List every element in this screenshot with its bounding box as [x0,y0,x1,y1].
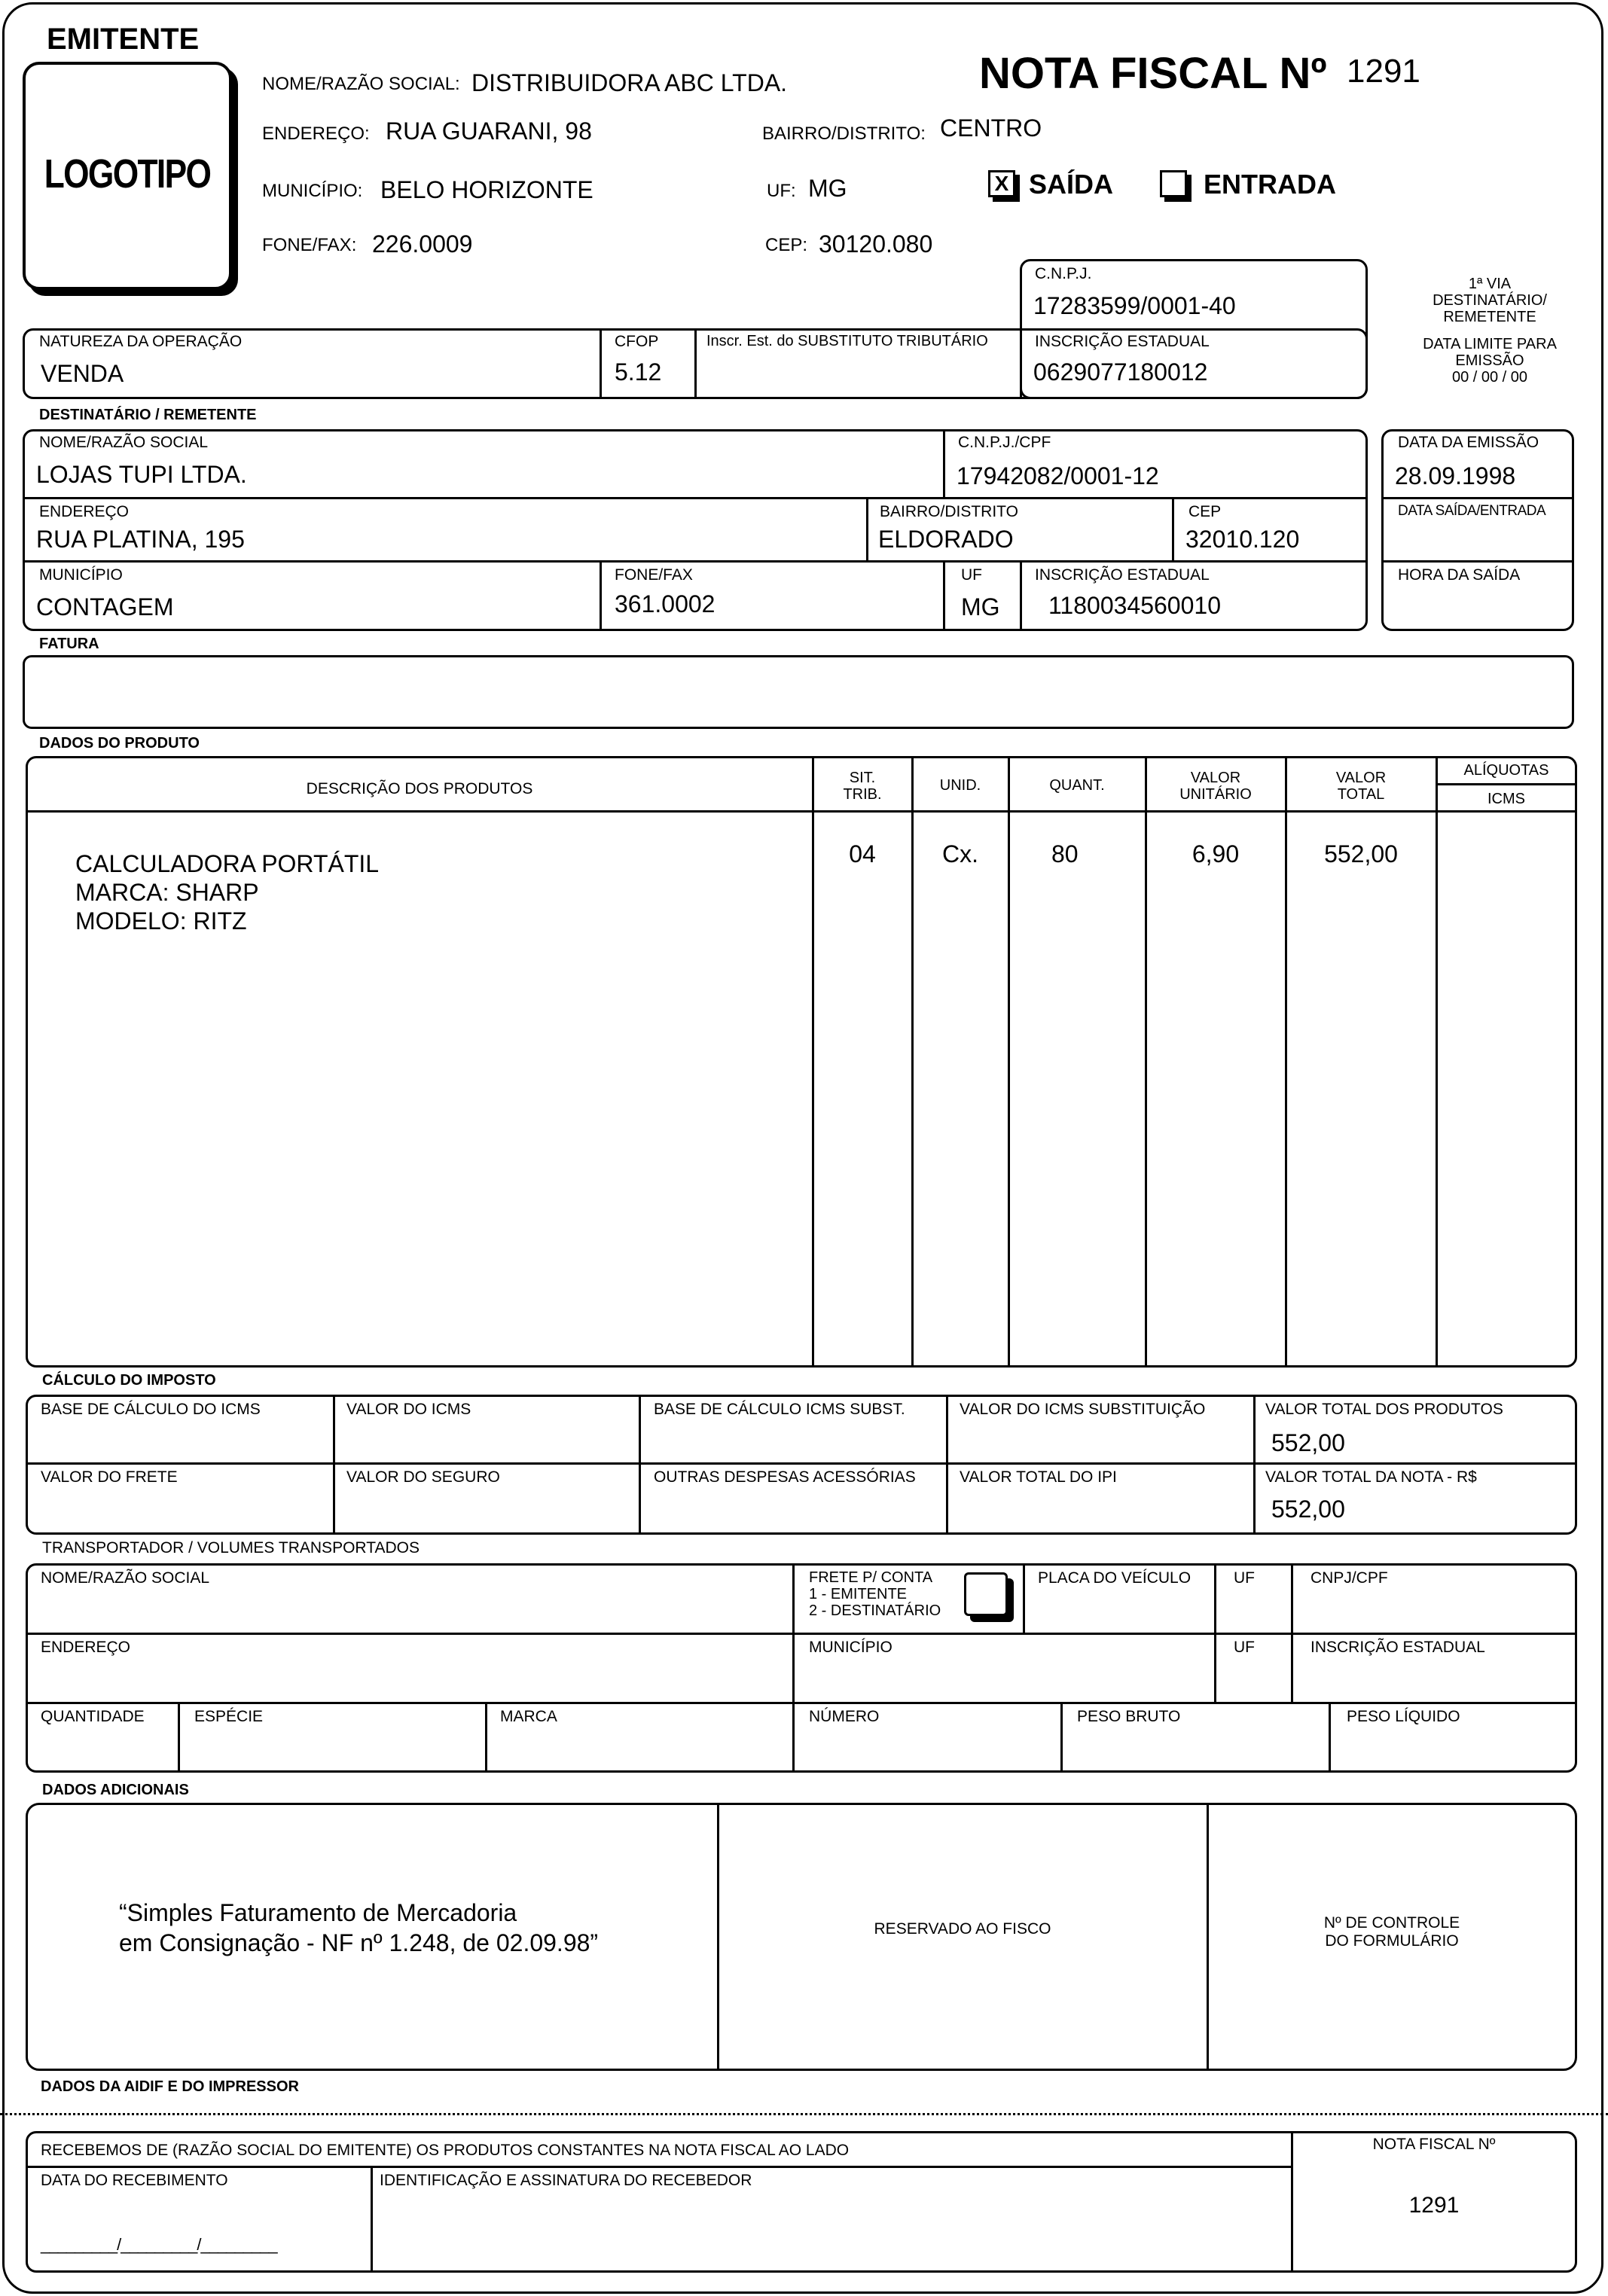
outras-despesas-label: OUTRAS DESPESAS ACESSÓRIAS [654,1468,916,1486]
emitente-bairro: CENTRO [940,114,1042,142]
destinatario-section-title: DESTINATÁRIO / REMETENTE [39,407,257,423]
produto-descricao-3: MODELO: RITZ [75,907,247,935]
emitente-uf: MG [808,175,847,202]
placa-label: PLACA DO VEÍCULO [1038,1569,1192,1587]
via-line-2: DESTINATÁRIO/ [1433,292,1547,309]
transp-endereco-label: ENDEREÇO [41,1639,131,1656]
data-recebimento-field[interactable]: _________/_________/_________ [41,2235,277,2254]
fatura-section-title: FATURA [39,636,99,652]
emitente-bairro-label: BAIRRO/DISTRITO: [762,123,926,144]
col-valor-unit-1: VALOR [1190,770,1241,786]
entrada-label: ENTRADA [1204,169,1336,200]
col-icms: ICMS [1487,791,1525,807]
emitente-ie-label: INSCRIÇÃO ESTADUAL [1035,333,1210,350]
quantidade-label: QUANTIDADE [41,1708,145,1725]
via-line-1: 1ª VIA [1468,276,1512,292]
adicionais-texto [119,1898,598,1958]
dest-nome-label: NOME/RAZÃO SOCIAL [39,434,209,451]
hora-saida-label: HORA DA SAÍDA [1398,566,1521,584]
produto-quant: 80 [1051,840,1079,867]
col-valor-unitario [1146,770,1285,803]
fatura-box [23,655,1574,729]
nota-fiscal-title: NOTA FISCAL Nº [979,49,1327,98]
data-emissao-label: DATA DA EMISSÃO [1398,434,1539,451]
dest-cnpj: 17942082/0001-12 [957,462,1159,489]
dest-uf: MG [961,593,1000,620]
seguro-label: VALOR DO SEGURO [346,1468,500,1486]
controle-formulario-label [1208,1914,1576,1950]
datas-box [1381,429,1574,631]
frete-conta-2: 1 - EMITENTE [809,1586,908,1602]
base-subst-label: BASE DE CÁLCULO ICMS SUBST. [654,1401,905,1418]
dest-cep: 32010.120 [1185,526,1300,553]
emitente-cep: 30120.080 [819,230,933,258]
dest-fone-label: FONE/FAX [615,566,693,584]
dest-cnpj-label: C.N.P.J./CPF [958,434,1051,451]
subst-tributario-label: Inscr. Est. do SUBSTITUTO TRIBUTÁRIO [706,333,988,349]
ipi-label: VALOR TOTAL DO IPI [960,1468,1117,1486]
transp-nome-label: NOME/RAZÃO SOCIAL [41,1569,210,1587]
adicionais-section-title: DADOS ADICIONAIS [42,1782,189,1798]
emitente-municipio-label: MUNICÍPIO: [262,181,363,201]
entrada-checkbox[interactable] [1160,170,1187,197]
dest-municipio: CONTAGEM [36,593,174,620]
emitente-fone: 226.0009 [372,230,473,258]
total-produtos: 552,00 [1271,1429,1345,1456]
frete-conta-3: 2 - DESTINATÁRIO [809,1602,941,1619]
frete-conta-1: FRETE P/ CONTA [809,1569,933,1586]
aidif-section-title: DADOS DA AIDIF E DO IMPRESSOR [41,2078,299,2095]
col-quant: QUANT. [1049,777,1105,794]
dest-municipio-label: MUNICÍPIO [39,566,123,584]
cut-line [0,2113,1608,2115]
dest-ie-label: INSCRIÇÃO ESTADUAL [1035,566,1210,584]
col-aliquotas: ALÍQUOTAS [1463,762,1549,779]
cfop-label: CFOP [615,333,659,350]
dest-endereco-label: ENDEREÇO [39,503,130,520]
col-sit-2: TRIB. [843,786,882,803]
controle-2: DO FORMULÁRIO [1325,1932,1459,1950]
produtos-section-title: DADOS DO PRODUTO [39,735,200,752]
adicionais-texto-1: “Simples Faturamento de Mercadoria [119,1899,517,1926]
data-saida-label: DATA SAÍDA/ENTRADA [1398,503,1546,519]
data-limite-value: 00 / 00 / 00 [1451,369,1528,386]
reservado-fisco-label: RESERVADO AO FISCO [874,1920,1051,1938]
data-limite-line-1: DATA LIMITE PARA [1423,336,1557,352]
emitente-cnpj-label: C.N.P.J. [1035,265,1092,282]
transp-uf2-label: UF [1234,1639,1255,1656]
dest-fone: 361.0002 [615,590,716,617]
emitente-uf-label: UF: [767,181,796,201]
emitente-ie: 0629077180012 [1033,358,1208,386]
dest-cep-label: CEP [1188,503,1222,520]
produto-descricao [75,849,379,935]
transportador-section-title: TRANSPORTADOR / VOLUMES TRANSPORTADOS [42,1539,420,1557]
emitente-section-title: EMITENTE [47,23,200,56]
valor-subst-label: VALOR DO ICMS SUBSTITUIÇÃO [960,1401,1206,1418]
total-nota: 552,00 [1271,1496,1345,1523]
total-nota-label: VALOR TOTAL DA NOTA - R$ [1265,1468,1477,1486]
nota-fiscal-numero: 1291 [1347,53,1420,90]
logo-box [23,62,232,290]
imposto-section-title: CÁLCULO DO IMPOSTO [42,1372,216,1389]
dest-nome: LOJAS TUPI LTDA. [36,461,247,488]
produto-valor-unitario: 6,90 [1192,840,1240,867]
via-info [1378,276,1601,386]
frete-conta-checkbox[interactable] [964,1572,1008,1616]
peso-liquido-label: PESO LÍQUIDO [1347,1708,1460,1725]
dest-bairro: ELDORADO [878,526,1014,553]
marca-label: MARCA [500,1708,557,1725]
numero-label: NÚMERO [809,1708,880,1725]
data-limite-line-2: EMISSÃO [1455,352,1524,369]
especie-label: ESPÉCIE [194,1708,264,1725]
recebemos-label: RECEBEMOS DE (RAZÃO SOCIAL DO EMITENTE) OS PRODUTOS CONSTANTES NA NOTA FISCAL AO LADO [41,2142,850,2159]
emitente-cnpj: 17283599/0001-40 [1033,292,1236,319]
peso-bruto-label: PESO BRUTO [1077,1708,1181,1725]
produto-descricao-1: CALCULADORA PORTÁTIL [75,850,380,877]
frete-label: VALOR DO FRETE [41,1468,178,1486]
emitente-endereco-label: ENDEREÇO: [262,123,370,144]
saida-label: SAÍDA [1029,169,1114,200]
col-descricao: DESCRIÇÃO DOS PRODUTOS [306,780,533,797]
natureza-valor: VENDA [41,360,124,387]
cfop-valor: 5.12 [615,358,662,386]
natureza-label: NATUREZA DA OPERAÇÃO [39,333,243,350]
dest-bairro-label: BAIRRO/DISTRITO [880,503,1018,520]
data-recebimento-label: DATA DO RECEBIMENTO [41,2172,228,2189]
recibo-nota-label: NOTA FISCAL Nº [1372,2136,1496,2153]
base-icms-label: BASE DE CÁLCULO DO ICMS [41,1401,261,1418]
transp-ie-label: INSCRIÇÃO ESTADUAL [1311,1639,1485,1656]
frete-conta-label [809,1569,941,1619]
emitente-municipio: BELO HORIZONTE [380,176,593,203]
dest-uf-label: UF [961,566,982,584]
via-line-3: REMETENTE [1443,309,1536,325]
dest-endereco: RUA PLATINA, 195 [36,526,245,553]
col-valor-unit-2: UNITÁRIO [1179,786,1252,803]
transp-cnpj-label: CNPJ/CPF [1311,1569,1388,1587]
data-emissao: 28.09.1998 [1395,462,1516,489]
col-unid: UNID. [939,777,981,794]
col-valor-total-1: VALOR [1335,770,1387,786]
col-sit-trib [813,770,911,803]
emitente-endereco: RUA GUARANI, 98 [386,117,592,145]
recibo-nota-numero: 1291 [1408,2193,1460,2218]
emitente-nome-label: NOME/RAZÃO SOCIAL: [262,74,460,94]
emitente-nome: DISTRIBUIDORA ABC LTDA. [471,69,788,96]
saida-check-mark: X [994,172,1009,195]
logo-text: LOGOTIPO [44,151,211,197]
total-produtos-label: VALOR TOTAL DOS PRODUTOS [1265,1401,1503,1418]
dest-ie: 1180034560010 [1048,592,1221,619]
assinatura-label: IDENTIFICAÇÃO E ASSINATURA DO RECEBEDOR [380,2172,752,2189]
produto-descricao-2: MARCA: SHARP [75,879,259,906]
saida-checkbox[interactable] [988,170,1015,197]
col-valor-total-2: TOTAL [1337,786,1385,803]
valor-icms-label: VALOR DO ICMS [346,1401,471,1418]
emitente-cep-label: CEP: [765,235,808,255]
transportador-box [26,1563,1577,1773]
adicionais-texto-2: em Consignação - NF nº 1.248, de 02.09.98” [119,1929,599,1956]
emitente-fone-label: FONE/FAX: [262,235,357,255]
produto-unid: Cx. [942,840,978,867]
produto-valor-total: 552,00 [1324,840,1398,867]
controle-1: Nº DE CONTROLE [1323,1914,1460,1932]
col-sit-1: SIT. [849,770,876,786]
produto-sit-trib: 04 [849,840,876,867]
col-valor-total [1286,770,1436,803]
transp-municipio-label: MUNICÍPIO [809,1639,892,1656]
transp-uf-label: UF [1234,1569,1255,1587]
